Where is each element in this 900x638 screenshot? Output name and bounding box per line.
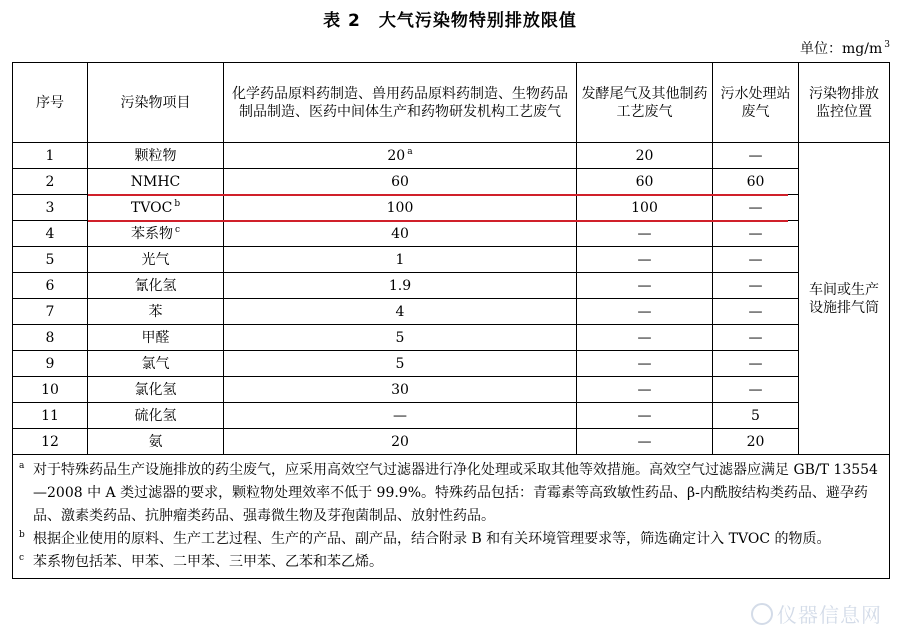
table-row: [13, 325, 890, 351]
row-limit-fermentation: 20: [577, 143, 713, 169]
header-row: [13, 63, 890, 143]
row-limit-fermentation: —: [577, 429, 713, 455]
highlight-line-top: [88, 194, 788, 196]
row-item: 颗粒物: [88, 143, 224, 169]
row-limit-wastewater: —: [713, 221, 799, 247]
row-limit-chemical: 5: [224, 351, 577, 377]
table-row: [13, 377, 890, 403]
row-item: 氯化氢: [88, 377, 224, 403]
row-limit-wastewater: —: [713, 325, 799, 351]
row-limit-chemical: 1: [224, 247, 577, 273]
table-row: [13, 221, 890, 247]
row-limit-chemical: 1.9: [224, 273, 577, 299]
watermark-logo-icon: [751, 603, 773, 625]
row-limit-chemical: 60: [224, 169, 577, 195]
row-no: 6: [13, 273, 88, 299]
row-limit-chemical: 100: [224, 195, 577, 221]
table-row: [13, 429, 890, 455]
row-limit-fermentation: —: [577, 299, 713, 325]
row-limit-wastewater: —: [713, 247, 799, 273]
row-no: 9: [13, 351, 88, 377]
row-item: NMHC: [88, 169, 224, 195]
row-limit-fermentation: —: [577, 351, 713, 377]
table-row: [13, 169, 890, 195]
header-fermentation: 发酵尾气及其他制药工艺废气: [577, 63, 713, 143]
watermark: 仪器信息网: [751, 599, 882, 628]
header-monitor-location: 污染物排放监控位置: [799, 63, 890, 143]
footnote-c: c 苯系物包括苯、甲苯、二甲苯、三甲苯、乙苯和苯乙烯。: [19, 553, 383, 570]
table-row: [13, 247, 890, 273]
footnote-b: b 根据企业使用的原料、生产工艺过程、生产的产品、副产品，结合附录 B 和有关环境管理要求等，筛选确定计入 TVOC 的物质。: [19, 530, 831, 547]
row-no: 11: [13, 403, 88, 429]
table-row: [13, 273, 890, 299]
row-limit-chemical: 4: [224, 299, 577, 325]
row-no: 8: [13, 325, 88, 351]
row-limit-chemical: 40: [224, 221, 577, 247]
row-no: 3: [13, 195, 88, 221]
row-no: 10: [13, 377, 88, 403]
row-limit-chemical: 30: [224, 377, 577, 403]
row-item: 氰化氢: [88, 273, 224, 299]
row-limit-wastewater: —: [713, 377, 799, 403]
row-limit-chemical: —: [224, 403, 577, 429]
row-limit-wastewater: —: [713, 143, 799, 169]
row-item: 氯气: [88, 351, 224, 377]
unit-label: 单位：mg/m $^3$: [800, 40, 890, 57]
row-item: 甲醛: [88, 325, 224, 351]
row-limit-wastewater: —: [713, 195, 799, 221]
row-item: 苯: [88, 299, 224, 325]
row-limit-fermentation: —: [577, 325, 713, 351]
emission-limits-table: [12, 62, 890, 579]
row-limit-fermentation: —: [577, 377, 713, 403]
notes-row: [13, 455, 890, 579]
row-limit-fermentation: —: [577, 403, 713, 429]
row-no: 7: [13, 299, 88, 325]
row-limit-wastewater: —: [713, 273, 799, 299]
row-limit-fermentation: —: [577, 273, 713, 299]
row-limit-chemical: 5: [224, 325, 577, 351]
row-limit-fermentation: 100: [577, 195, 713, 221]
table-row: [13, 299, 890, 325]
header-wastewater: 污水处理站废气: [713, 63, 799, 143]
row-limit-wastewater: —: [713, 351, 799, 377]
row-no: 2: [13, 169, 88, 195]
footnotes: [13, 455, 890, 579]
row-item: TVOC $^b$: [88, 195, 224, 221]
header-no: 序号: [13, 63, 88, 143]
table-row: [13, 143, 890, 169]
table-row: [13, 195, 890, 221]
monitor-location-cell: 车间或生产设施排气筒: [799, 143, 890, 455]
header-chemical-process: 化学药品原料药制造、兽用药品原料药制造、生物药品制品制造、医药中间体生产和药物研发机构工艺废气: [224, 63, 577, 143]
row-no: 12: [13, 429, 88, 455]
row-item: 氨: [88, 429, 224, 455]
highlight-line-bottom: [88, 220, 788, 222]
table-row: [13, 351, 890, 377]
row-limit-fermentation: —: [577, 247, 713, 273]
table-title: 表 2 大气污染物特别排放限值: [323, 11, 577, 31]
row-no: 1: [13, 143, 88, 169]
footnote-a: a 对于特殊药品生产设施排放的药尘废气，应采用高效空气过滤器进行净化处理或采取其他等效措施。高效空气过滤器应满足 GB/T 13554—2008 中 A 类过滤器的要求，颗粒物处理效率不低于 99.9%。特殊药品包括：青霉素等高致敏性药品、β-内酰胺结构类药品、避孕药品、激素类药品、抗肿瘤类药品、强毒微生物及芽孢菌制品、放射性药品。: [19, 461, 878, 524]
row-limit-wastewater: 60: [713, 169, 799, 195]
row-item: 苯系物 $^c$: [88, 221, 224, 247]
row-limit-fermentation: 60: [577, 169, 713, 195]
row-limit-wastewater: 20: [713, 429, 799, 455]
row-item: 光气: [88, 247, 224, 273]
row-limit-wastewater: 5: [713, 403, 799, 429]
table-row: [13, 403, 890, 429]
row-limit-chemical: 20 $^a$: [224, 143, 577, 169]
row-no: 5: [13, 247, 88, 273]
header-item: 污染物项目: [88, 63, 224, 143]
row-limit-wastewater: —: [713, 299, 799, 325]
row-no: 4: [13, 221, 88, 247]
row-limit-chemical: 20: [224, 429, 577, 455]
row-item: 硫化氢: [88, 403, 224, 429]
row-limit-fermentation: —: [577, 221, 713, 247]
